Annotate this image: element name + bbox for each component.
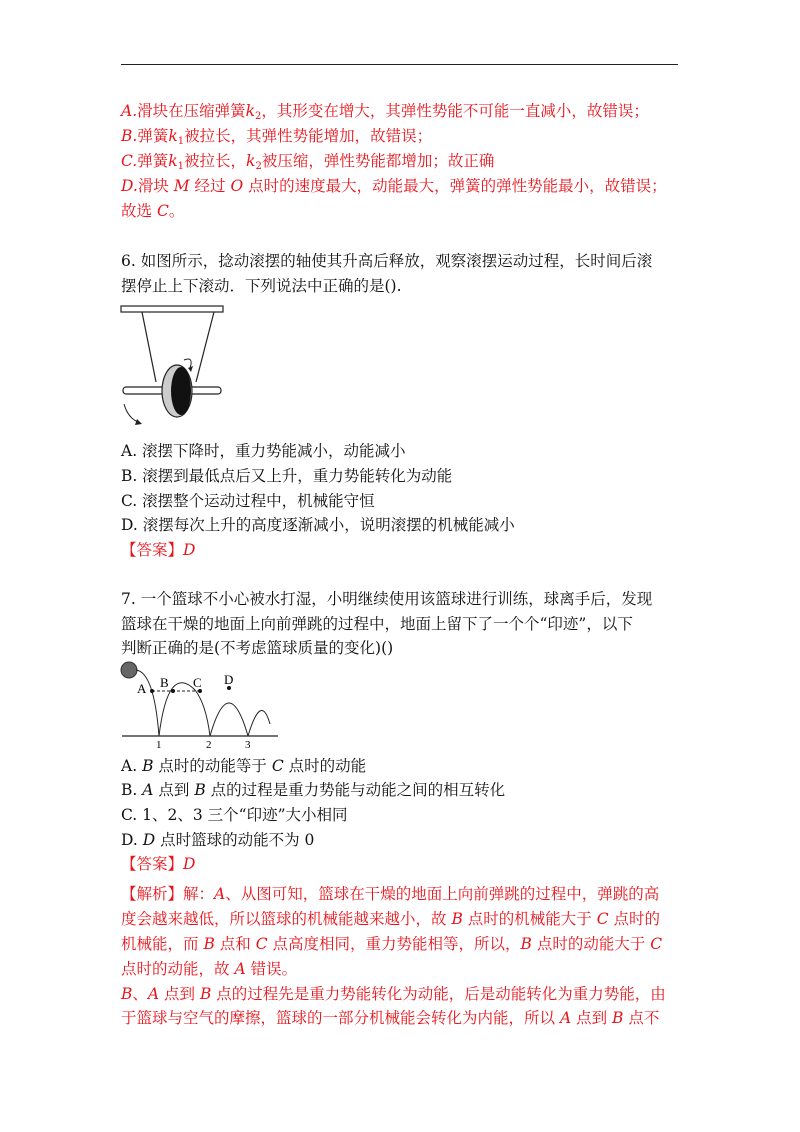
q7-stem-line-1: 7. 一个篮球不小心被水打湿，小明继续使用该篮球进行训练，球离手后，发现 — [121, 590, 653, 608]
q7-analysis-line-1: 【解析】解：A、从图可知，篮球在干燥的地面上向前弹跳的过程中，弹跳的高 — [121, 885, 660, 903]
q7-option-b: B. A 点到 B 点的过程是重力势能与动能之间的相互转化 — [121, 781, 506, 799]
fig-mark-3: 3 — [245, 739, 251, 750]
q7-analysis-line-5: B、A 点到 B 点的过程先是重力势能转化为动能，后是动能转化为重力势能，由 — [121, 985, 666, 1003]
q6-stem-line-1: 6. 如图所示，捻动滚摆的轴使其升高后释放，观察滚摆运动过程，长时间后滚 — [121, 252, 653, 270]
basketball-bounce-figure — [118, 658, 283, 750]
fig-mark-2: 2 — [206, 739, 212, 750]
q7-stem-line-3: 判断正确的是(不考虑篮球质量的变化)() — [121, 639, 394, 657]
prev-answer-line-a: A.滑块在压缩弹簧$k_2$，其形变在增大，其弹性势能不可能一直减小，故错误； — [121, 102, 649, 122]
prev-answer-line-c: C.弹簧$k_1$被拉长，$k_2$被压缩，弹性势能都增加；故正确 — [121, 152, 495, 172]
q6-stem-line-2: 摆停止上下滚动．下列说法中正确的是(). — [121, 277, 402, 295]
q7-analysis-line-3: 机械能，而 B 点和 C 点高度相同，重力势能相等，所以，B 点时的动能大于 C — [121, 935, 663, 953]
maxwell-wheel-figure — [118, 300, 228, 435]
q7-analysis-line-2: 度会越来越低，所以篮球的机械能越来越小，故 B 点时的机械能大于 C 点时的 — [121, 910, 660, 928]
header-rule — [121, 64, 678, 65]
q6-option-b: B. 滚摆到最低点后又上升，重力势能转化为动能 — [121, 467, 453, 485]
q7-analysis-line-6: 于篮球与空气的摩擦，篮球的一部分机械能会转化为内能，所以 A 点到 B 点不 — [121, 1009, 660, 1027]
fig-mark-1: 1 — [156, 739, 162, 750]
q6-option-d: D. 滚摆每次上升的高度逐渐减小，说明滚摆的机械能减小 — [121, 516, 515, 534]
fig-label-c: C — [193, 675, 202, 690]
q7-option-c: C. 1、2、3 三个“印迹”大小相同 — [121, 806, 348, 824]
q7-analysis-line-4: 点时的动能，故 A 错误。 — [121, 960, 298, 978]
q7-answer: 【答案】D — [121, 855, 196, 873]
prev-answer-conclusion: 故选 C。 — [121, 202, 185, 220]
fig-label-b: B — [160, 675, 169, 690]
fig-label-a: A — [137, 681, 147, 696]
q6-option-c: C. 滚摆整个运动过程中，机械能守恒 — [121, 492, 375, 510]
prev-answer-line-b: B.弹簧$k_1$被拉长，其弹性势能增加，故错误； — [121, 127, 433, 147]
prev-answer-line-d: D.滑块 M 经过 O 点时的速度最大，动能最大，弹簧的弹性势能最小，故错误； — [121, 177, 667, 195]
q7-stem-line-2: 篮球在干燥的地面上向前弹跳的过程中，地面上留下了一个个“印迹”，以下 — [121, 615, 633, 633]
fig-label-d: D — [224, 672, 234, 687]
q7-option-d: D. D 点时篮球的动能不为 0 — [121, 831, 315, 849]
q7-option-a: A. B 点时的动能等于 C 点时的动能 — [121, 757, 367, 775]
q6-answer: 【答案】D — [121, 541, 196, 559]
q6-option-a: A. 滚摆下降时，重力势能减小，动能减小 — [121, 442, 406, 460]
